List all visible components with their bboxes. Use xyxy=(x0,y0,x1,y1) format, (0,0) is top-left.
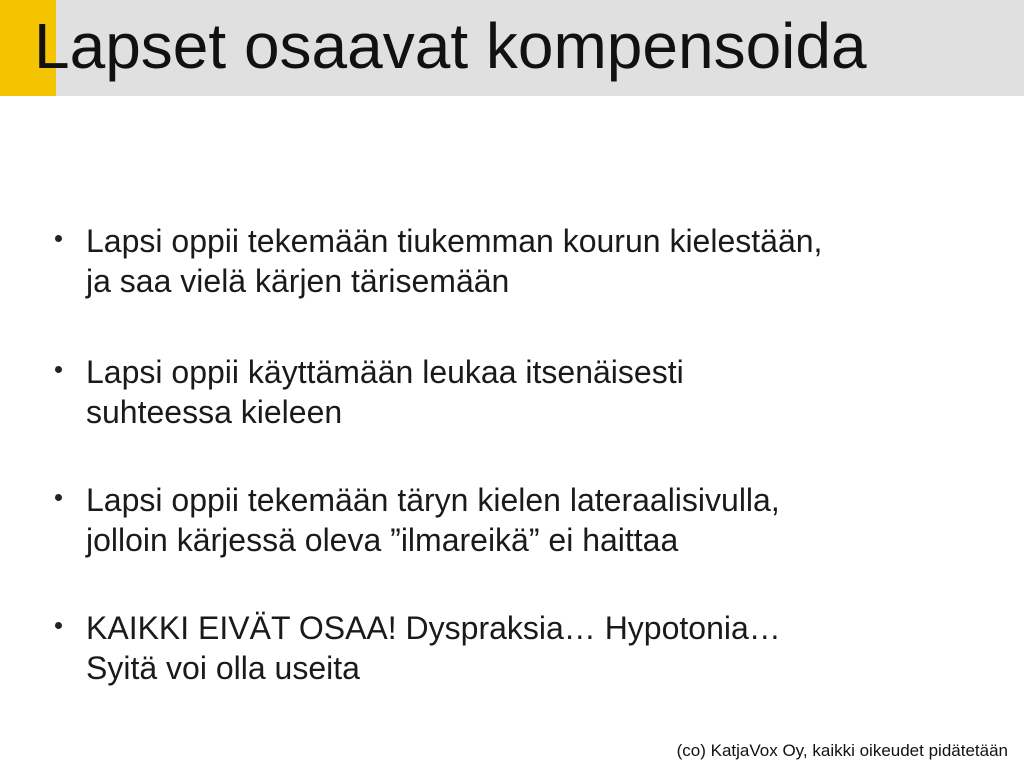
bullet-line: suhteessa kieleen xyxy=(86,394,343,430)
bullet-dot-icon xyxy=(55,622,62,629)
bullet-line: KAIKKI EIVÄT OSAA! Dyspraksia… Hypotonia… xyxy=(86,610,781,646)
bullet-line: Lapsi oppii käyttämään leukaa itsenäisesti xyxy=(86,354,684,390)
bullet-text xyxy=(86,480,966,560)
bullet-line: jolloin kärjessä oleva ”ilmareikä” ei haittaa xyxy=(86,522,679,558)
bullet-line: Lapsi oppii tekemään tiukemman kourun kielestään, xyxy=(86,223,823,259)
bullet-line: Syitä voi olla useita xyxy=(86,650,360,686)
bullet-dot-icon xyxy=(55,235,62,242)
bullet-line: ja saa vielä kärjen tärisemään xyxy=(86,263,510,299)
bullet-dot-icon xyxy=(55,494,62,501)
bullet-line: Lapsi oppii tekemään täryn kielen lateraalisivulla, xyxy=(86,482,780,518)
slide-title: Lapset osaavat kompensoida xyxy=(34,10,867,82)
copyright-footer: (co) KatjaVox Oy, kaikki oikeudet pidätetään xyxy=(676,741,1008,760)
bullet-dot-icon xyxy=(55,366,62,373)
bullet-text xyxy=(86,608,966,688)
bullet-text xyxy=(86,352,966,432)
bullet-text xyxy=(86,221,966,301)
